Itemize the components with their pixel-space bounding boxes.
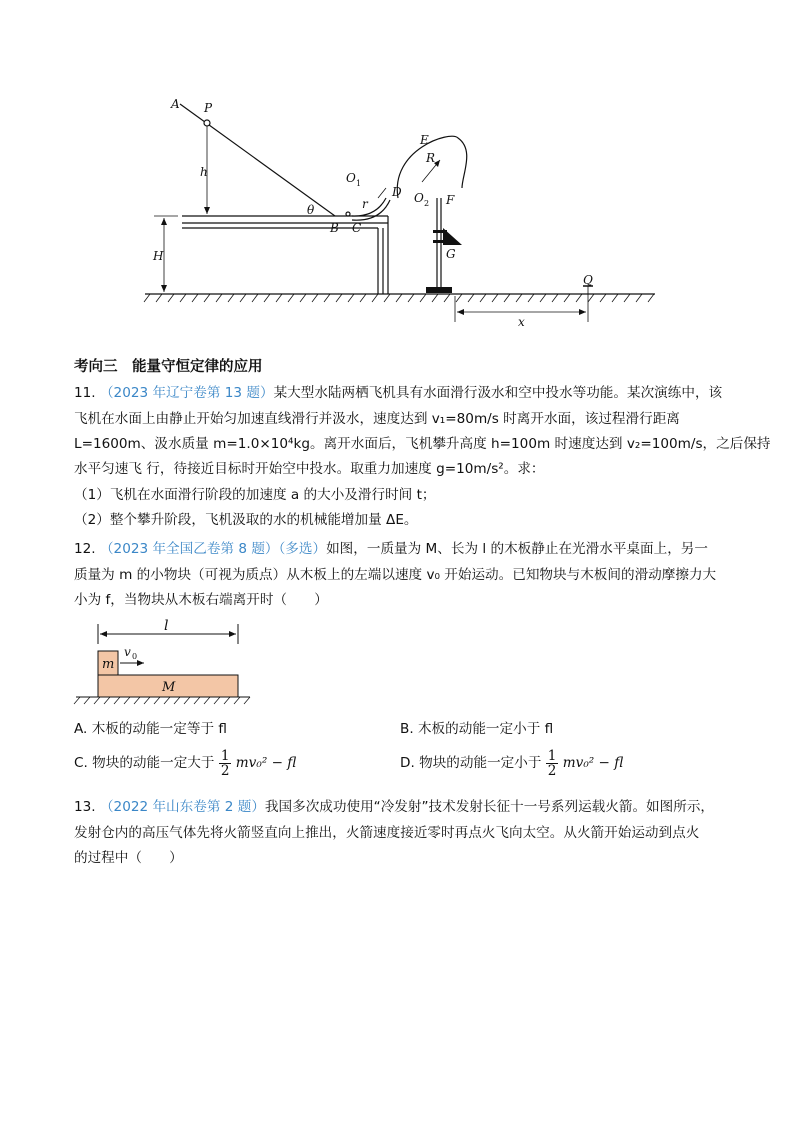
q13-line3: 的过程中（ ） xyxy=(74,850,183,866)
fraction-num: 1 xyxy=(547,747,557,764)
q13-source: （2022 年山东卷第 2 题） xyxy=(99,799,265,815)
label-R: R xyxy=(426,151,436,165)
q12-text1: 如图，一质量为 M、长为 l 的木板静止在光滑水平桌面上，另一 xyxy=(326,541,708,557)
q12-option-c-text: C. 物块的动能一定大于 xyxy=(74,755,215,771)
label-B: B xyxy=(330,221,339,235)
label-O2: O xyxy=(414,191,424,205)
fig-label-m: m xyxy=(102,657,115,672)
label-D: D xyxy=(392,185,402,199)
q13-text1: 我国多次成功使用“冷发射”技术发射长征十一号系列运载火箭。如图所示， xyxy=(264,799,715,815)
label-H: H xyxy=(153,249,164,263)
q11-line4: 水平匀速飞 行，待接近目标时开始空中投水。取重力加速度 g=10m/s²。求： xyxy=(74,461,545,477)
fraction-num: 1 xyxy=(220,747,230,764)
q12-option-b[interactable]: B. 木板的动能一定小于 fl xyxy=(400,721,554,737)
label-r: r xyxy=(362,197,368,211)
figure-ramp-loop xyxy=(140,90,670,330)
label-O1: O xyxy=(346,171,356,185)
label-x: x xyxy=(518,315,525,329)
fraction-half xyxy=(546,749,559,778)
label-E: E xyxy=(420,133,429,147)
label-Q: Q xyxy=(583,273,593,287)
label-A: A xyxy=(171,97,180,111)
label-theta: θ xyxy=(307,203,315,217)
q12-number: 12. xyxy=(74,541,96,557)
q11-line2: 飞机在水面上由静止开始匀加速直线滑行并汲水，速度达到 v₁=80m/s 时离开水面，该过程滑行距离 xyxy=(74,411,680,427)
q11-line1 xyxy=(74,382,722,404)
q12-source: （2023 年全国乙卷第 8 题）（多选） xyxy=(99,541,327,557)
q12-line2: 质量为 m 的小物块（可视为质点）从木板上的左端以速度 v₀ 开始运动。已知物块与木板间的滑动摩擦力大 xyxy=(74,567,717,583)
fig-label-l: l xyxy=(164,618,169,634)
fig-label-v0: v xyxy=(124,645,131,659)
fraction-half xyxy=(219,749,232,778)
q13-line2: 发射仓内的高压气体先将火箭竖直向上推出，火箭速度接近零时再点火飞向太空。从火箭开始运动到点火 xyxy=(74,825,700,841)
fig-label-M: M xyxy=(162,680,176,695)
q11-line3: L=1600m、汲水质量 m=1.0×10⁴kg。离开水面后，飞机攀升高度 h=100m 时速度达到 v₂=100m/s，之后保持 xyxy=(74,436,771,452)
figure-block-board xyxy=(70,616,270,706)
fig-label-v0-sub: 0 xyxy=(132,652,138,661)
q12-line1 xyxy=(74,538,708,560)
label-O1-sub: 1 xyxy=(356,179,362,188)
section-title: 考向三 能量守恒定律的应用 xyxy=(74,359,263,375)
q11-source: （2023 年辽宁卷第 13 题） xyxy=(99,385,274,401)
q11-text1: 某大型水陆两栖飞机具有水面滑行汲水和空中投水等功能。某次演练中，该 xyxy=(273,385,723,401)
q12-option-d-text: D. 物块的动能一定小于 xyxy=(400,755,542,771)
q11-sub1: （1）飞机在水面滑行阶段的加速度 a 的大小及滑行时间 t； xyxy=(74,487,436,503)
q12-option-c[interactable] xyxy=(74,748,296,778)
q12-option-c-expr: mv₀² − fl xyxy=(235,755,297,771)
fraction-den: 2 xyxy=(220,762,230,779)
q12-line3: 小为 f，当物块从木板右端离开时（ ） xyxy=(74,592,328,608)
label-F: F xyxy=(446,193,455,207)
label-C: C xyxy=(352,221,362,235)
q11-number: 11. xyxy=(74,385,96,401)
q13-number: 13. xyxy=(74,799,96,815)
label-G: G xyxy=(446,247,456,261)
q11-sub2: （2）整个攀升阶段，飞机汲取的水的机械能增加量 ΔE。 xyxy=(74,512,418,528)
fraction-den: 2 xyxy=(547,762,557,779)
label-h: h xyxy=(200,165,208,179)
q12-option-d[interactable] xyxy=(400,748,623,778)
label-O2-sub: 2 xyxy=(424,199,430,208)
label-P: P xyxy=(204,101,213,115)
q12-option-a[interactable]: A. 木板的动能一定等于 fl xyxy=(74,721,227,737)
q13-line1 xyxy=(74,796,714,818)
q12-option-d-expr: mv₀² − fl xyxy=(562,755,624,771)
